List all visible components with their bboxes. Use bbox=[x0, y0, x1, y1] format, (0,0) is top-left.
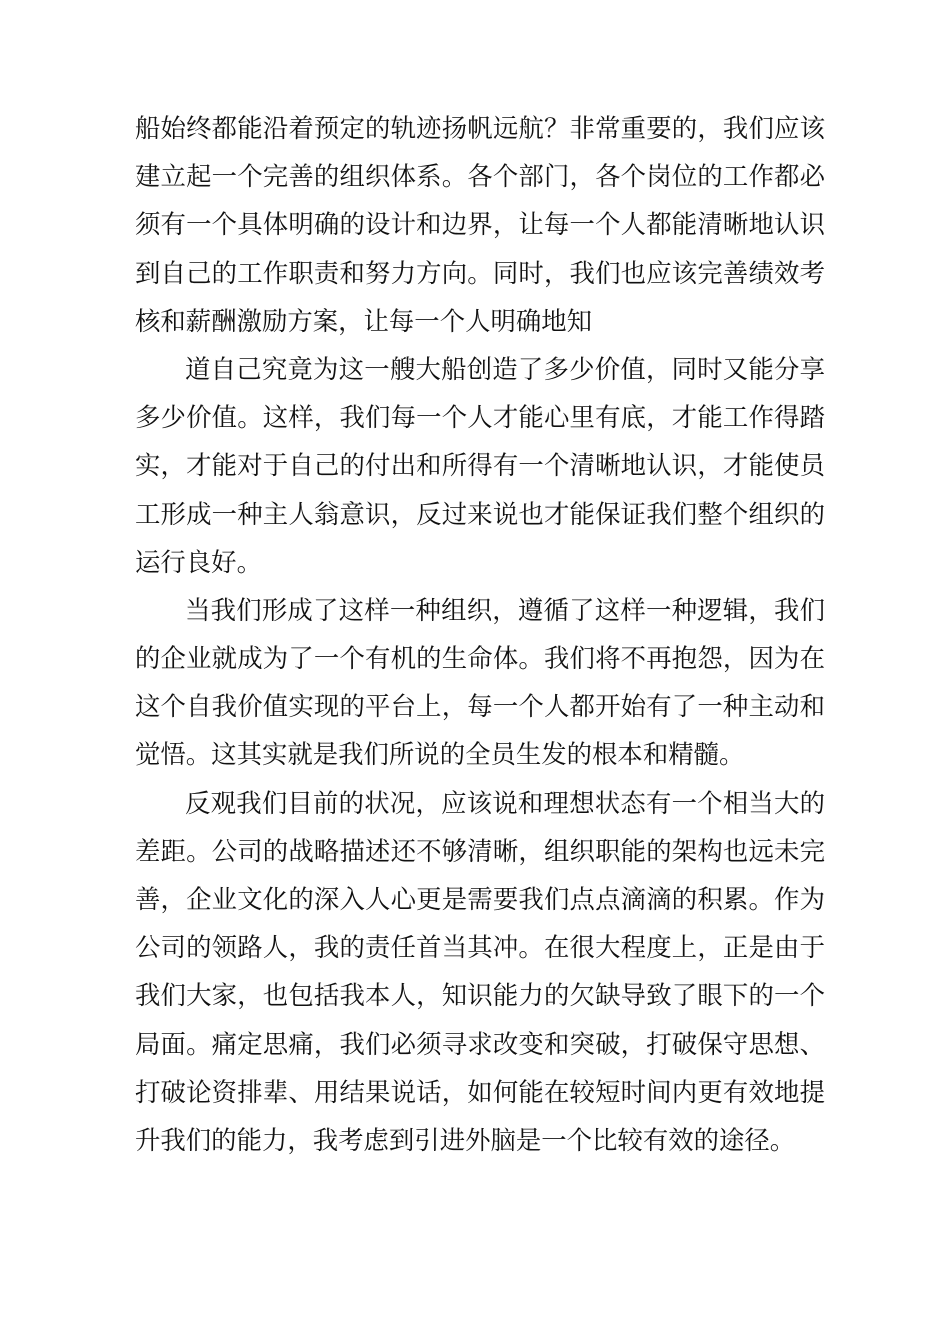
text-line: 觉悟。这其实就是我们所说的全员生发的根本和精髓。 bbox=[135, 739, 745, 770]
text-line: 升我们的能力，我考虑到引进外脑是一个比较有效的途径。 bbox=[135, 1124, 796, 1155]
text-line: 运行良好。 bbox=[135, 546, 262, 577]
paragraph bbox=[135, 586, 825, 779]
text-line: 建立起一个完善的组织体系。各个部门，各个岗位的工作都必 bbox=[135, 161, 825, 192]
text-line: 道自己究竟为这一艘大船创造了多少价值，同时又能分享 bbox=[185, 353, 825, 384]
text-line: 的企业就成为了一个有机的生命体。我们将不再抱怨，因为在 bbox=[135, 643, 825, 674]
document-body bbox=[135, 104, 825, 1164]
paragraph bbox=[135, 345, 825, 586]
text-line: 反观我们目前的状况，应该说和理想状态有一个相当大的 bbox=[185, 787, 825, 818]
text-line: 多少价值。这样，我们每一个人才能心里有底，才能工作得踏 bbox=[135, 402, 825, 433]
text-line: 船始终都能沿着预定的轨迹扬帆远航？非常重要的，我们应该 bbox=[135, 113, 825, 143]
text-line: 工形成一种主人翁意识，反过来说也才能保证我们整个组织的 bbox=[135, 498, 825, 529]
text-line: 公司的领路人，我的责任首当其冲。在很大程度上，正是由于 bbox=[135, 932, 825, 963]
text-line: 打破论资排辈、用结果说话，如何能在较短时间内更有效地提 bbox=[135, 1076, 825, 1107]
paragraph bbox=[135, 104, 825, 345]
text-line: 核和薪酬激励方案，让每一个人明确地知 bbox=[135, 305, 593, 336]
text-line: 我们大家，也包括我本人，知识能力的欠缺导致了眼下的一个 bbox=[135, 980, 825, 1011]
text-line: 到自己的工作职责和努力方向。同时，我们也应该完善绩效考 bbox=[135, 257, 825, 288]
text-line: 善，企业文化的深入人心更是需要我们点点滴滴的积累。作为 bbox=[135, 884, 825, 914]
text-line: 这个自我价值实现的平台上，每一个人都开始有了一种主动和 bbox=[135, 691, 825, 722]
text-line: 当我们形成了这样一种组织，遵循了这样一种逻辑，我们 bbox=[185, 594, 825, 625]
text-line: 须有一个具体明确的设计和边界，让每一个人都能清晰地认识 bbox=[135, 209, 825, 240]
paragraph bbox=[135, 779, 825, 1165]
text-line: 差距。公司的战略描述还不够清晰，组织职能的架构也远未完 bbox=[135, 835, 825, 866]
text-line: 局面。痛定思痛，我们必须寻求改变和突破，打破保守思想、 bbox=[135, 1028, 825, 1059]
text-line: 实，才能对于自己的付出和所得有一个清晰地认识，才能使员 bbox=[135, 450, 825, 481]
